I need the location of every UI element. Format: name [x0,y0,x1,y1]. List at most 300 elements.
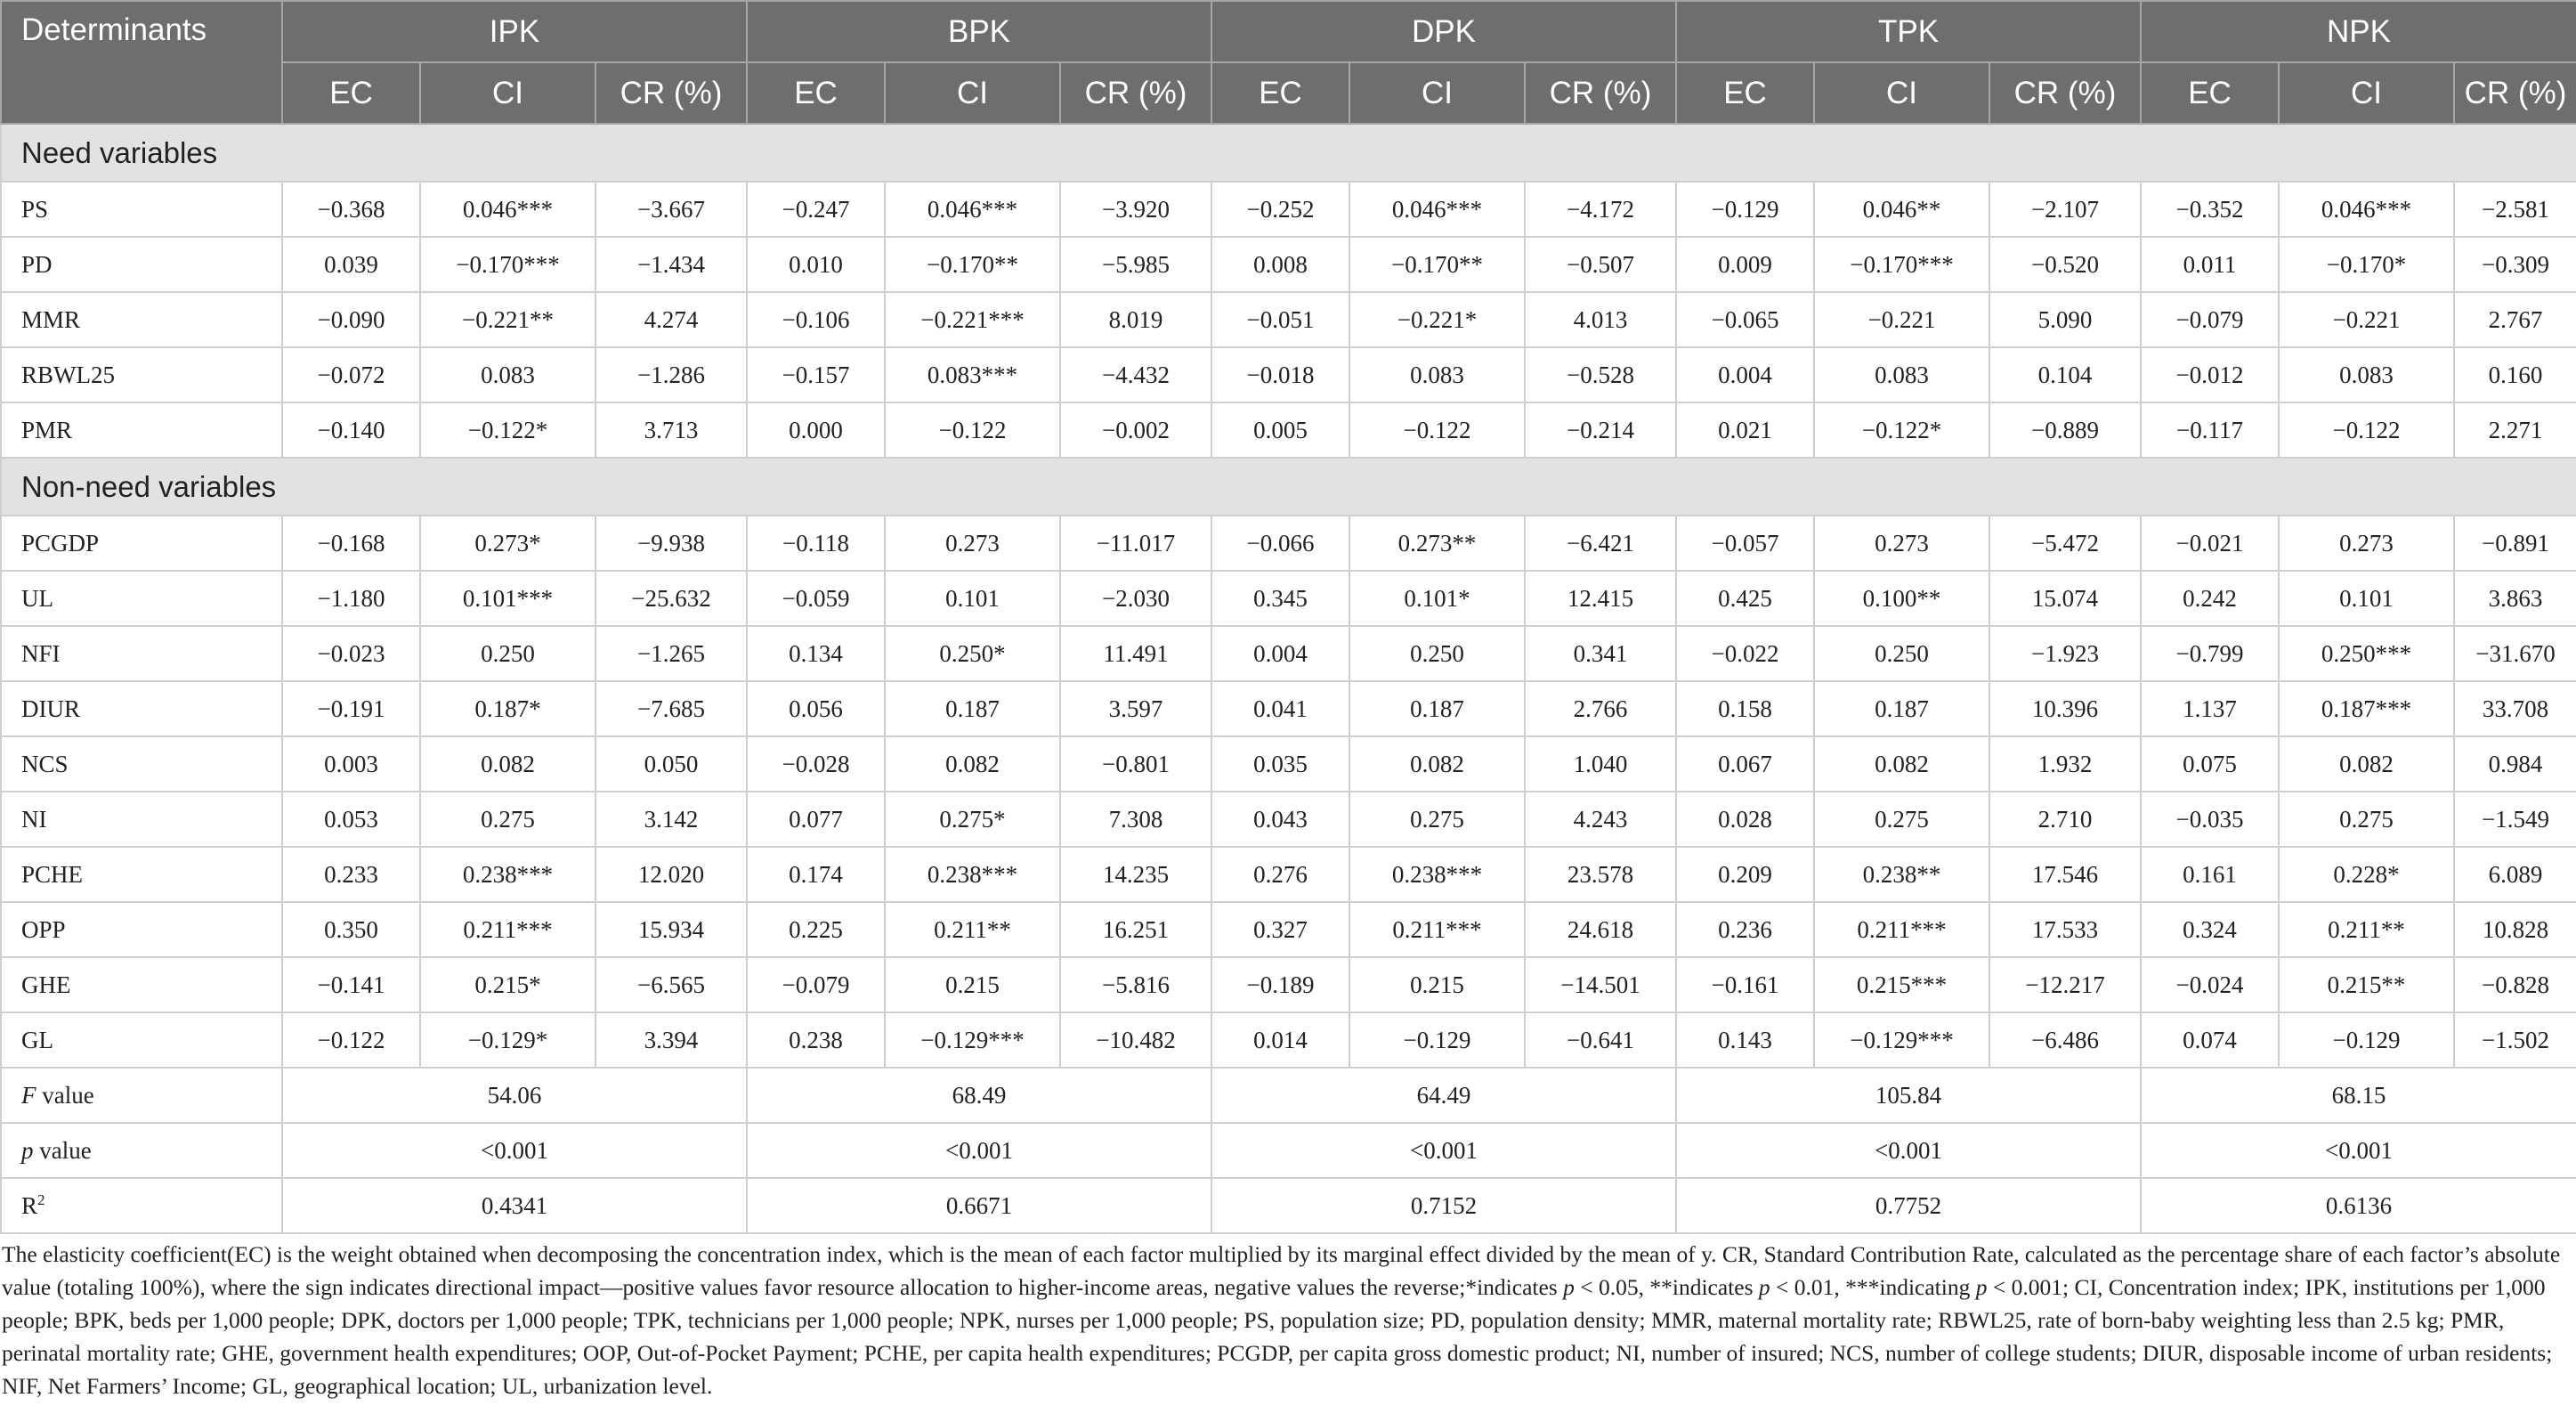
table-cell: −0.122* [1814,402,1989,458]
table-cell: −2.030 [1060,571,1211,626]
table-cell: 0.046*** [2279,182,2454,237]
table-cell: −0.368 [282,182,420,237]
table-cell: −0.051 [1211,292,1349,347]
subheader-ci: CI [1349,62,1525,124]
table-cell: −0.023 [282,626,420,681]
table-cell: 0.250 [420,626,595,681]
table-cell: −0.079 [2141,292,2279,347]
table-cell: 0.273 [885,516,1060,571]
table-cell: −0.022 [1676,626,1814,681]
row-label: DIUR [1,681,282,736]
subheader-cr: CR (%) [1989,62,2141,124]
table-row [1,237,2576,292]
table-cell: 0.275 [1349,792,1525,847]
stat-label [1,1123,282,1178]
table-cell: 0.174 [747,847,885,902]
group-header-tpk: TPK [1676,1,2141,62]
table-cell: −0.057 [1676,516,1814,571]
table-cell: −0.889 [1989,402,2141,458]
table-cell: −0.170** [1349,237,1525,292]
table-cell: 0.014 [1211,1012,1349,1068]
stat-row [1,1123,2576,1178]
table-cell: 0.082 [2279,736,2454,792]
table-cell: −0.528 [1525,347,1676,402]
stat-value: <0.001 [1211,1123,1676,1178]
table-cell: −0.170*** [420,237,595,292]
table-cell: 0.187*** [2279,681,2454,736]
table-cell: 0.187 [1349,681,1525,736]
table-cell: −6.486 [1989,1012,2141,1068]
table-cell: −0.090 [282,292,420,347]
table-cell: 0.074 [2141,1012,2279,1068]
table-cell: 17.533 [1989,902,2141,957]
determinants-header: Determinants [1,1,282,124]
table-cell: −0.072 [282,347,420,402]
table-cell: 15.074 [1989,571,2141,626]
table-cell: 0.275 [2279,792,2454,847]
table-cell: 0.187* [420,681,595,736]
table-cell: 4.243 [1525,792,1676,847]
table-cell: −6.421 [1525,516,1676,571]
table-header [1,1,2576,124]
stat-label [1,1178,282,1233]
table-row [1,792,2576,847]
table-cell: 0.021 [1676,402,1814,458]
section-title: Non-need variables [1,458,2576,516]
table-cell: 0.134 [747,626,885,681]
table-cell: −0.129 [1676,182,1814,237]
stat-label-text: value [36,1081,94,1109]
table-cell: −9.938 [595,516,747,571]
stat-value: 0.4341 [282,1178,747,1233]
table-cell: 0.143 [1676,1012,1814,1068]
subheader-cr: CR (%) [1060,62,1211,124]
table-cell: 0.011 [2141,237,2279,292]
table-cell: 0.211** [885,902,1060,957]
table-cell: 0.275 [420,792,595,847]
table-row [1,347,2576,402]
subheader-ci: CI [420,62,595,124]
table-cell: −0.352 [2141,182,2279,237]
table-cell: 0.003 [282,736,420,792]
stat-value: 105.84 [1676,1068,2141,1123]
footnote-p: p [1758,1274,1770,1300]
row-label: OPP [1,902,282,957]
table-cell: −4.432 [1060,347,1211,402]
subheader-ci: CI [2279,62,2454,124]
table-cell: −0.118 [747,516,885,571]
table-row [1,957,2576,1012]
stat-value: <0.001 [2141,1123,2576,1178]
stat-value: 0.6671 [747,1178,1211,1233]
table-cell: 0.046*** [885,182,1060,237]
row-label: MMR [1,292,282,347]
table-cell: 0.053 [282,792,420,847]
stat-value: 68.49 [747,1068,1211,1123]
table-cell: −0.161 [1676,957,1814,1012]
table-cell: −0.801 [1060,736,1211,792]
table-cell: −0.129 [1349,1012,1525,1068]
table-cell: 0.242 [2141,571,2279,626]
table-cell: −31.670 [2454,626,2576,681]
table-cell: −0.141 [282,957,420,1012]
table-cell: 2.271 [2454,402,2576,458]
table-cell: −0.309 [2454,237,2576,292]
section-title: Need variables [1,124,2576,182]
table-cell: 0.101* [1349,571,1525,626]
table-cell: 3.142 [595,792,747,847]
table-cell: 0.233 [282,847,420,902]
table-cell: −0.214 [1525,402,1676,458]
table-cell: 0.345 [1211,571,1349,626]
table-cell: 11.491 [1060,626,1211,681]
table-cell: −0.891 [2454,516,2576,571]
table-cell: 0.039 [282,237,420,292]
footnote-text: < 0.001; CI, Concentration index; IPK, institutions per 1,000 people; BPK, beds per 1,000 people; DPK, doctors per 1,000 people; TPK, technicians per 1,000 people; NPK, nurses per 1,000 people; PS, population size; PD, population density; MMR, maternal mortality rate; RBWL25, rate of born-baby weighting less than 2.5 kg; PMR, perinatal mortality rate; GHE, government health expenditures; OOP, Out-of-Pocket Payment; PCHE, per capita health expenditures; PCGDP, per capita gross domestic product; NI, number of insured; NCS, number of college students; DIUR, disposable income of urban residents; NIF, Net Farmers’ Income; GL, geographical location; UL, urbanization level. [2,1274,2553,1399]
table-cell: −1.265 [595,626,747,681]
table-cell: 2.766 [1525,681,1676,736]
table-cell: 0.056 [747,681,885,736]
stat-label [1,1068,282,1123]
table-cell: 0.211*** [420,902,595,957]
subheader-ec: EC [1211,62,1349,124]
table-cell: 0.100** [1814,571,1989,626]
table-cell: 0.050 [595,736,747,792]
table-cell: −0.221 [1814,292,1989,347]
table-cell: 3.713 [595,402,747,458]
table-cell: 0.083*** [885,347,1060,402]
table-cell: 0.035 [1211,736,1349,792]
table-cell: 0.041 [1211,681,1349,736]
table-cell: 0.046*** [420,182,595,237]
footnote-p: p [1975,1274,1988,1300]
table-cell: −6.565 [595,957,747,1012]
table-cell: −11.017 [1060,516,1211,571]
table-cell: 0.101 [2279,571,2454,626]
table-cell: −0.065 [1676,292,1814,347]
table-cell: 0.187 [885,681,1060,736]
subheader-ec: EC [747,62,885,124]
stat-label-symbol: R [21,1192,38,1219]
table-cell: 6.089 [2454,847,2576,902]
table-cell: 0.984 [2454,736,2576,792]
table-cell: −2.581 [2454,182,2576,237]
table-cell: −0.520 [1989,237,2141,292]
table-cell: 0.158 [1676,681,1814,736]
table-cell: 1.137 [2141,681,2279,736]
table-cell: 0.276 [1211,847,1349,902]
table-cell: −0.252 [1211,182,1349,237]
table-cell: −1.180 [282,571,420,626]
row-label: UL [1,571,282,626]
table-cell: −1.923 [1989,626,2141,681]
header-row-subcolumns [1,62,2576,124]
table-cell: 1.932 [1989,736,2141,792]
table-cell: 0.010 [747,237,885,292]
footnote-text: The elasticity coefficient(EC) is the weight obtained when decomposing the concentration index, which is the mean of each factor multiplied by its marginal effect divided by the mean of y. CR, Standard Contribution Rate, calculated as the percentage share of each factor’s absolute value (totaling 100%), where the sign indicates directional impact—positive values favor resource allocation to higher-income areas, negative values the reverse;*indicates [2,1241,2561,1300]
section-row [1,458,2576,516]
table-cell: 0.000 [747,402,885,458]
table-cell: −2.107 [1989,182,2141,237]
row-label: NCS [1,736,282,792]
table-cell: 0.238** [1814,847,1989,902]
subheader-cr: CR (%) [2454,62,2576,124]
table-footnote [0,1238,2565,1402]
table-cell: 4.274 [595,292,747,347]
table-row [1,902,2576,957]
table-row [1,182,2576,237]
table-cell: −14.501 [1525,957,1676,1012]
table-cell: −0.157 [747,347,885,402]
table-cell: 0.215 [885,957,1060,1012]
table-cell: −0.170* [2279,237,2454,292]
table-cell: −0.140 [282,402,420,458]
row-label: PD [1,237,282,292]
table-cell: 0.273 [1814,516,1989,571]
table-cell: −0.079 [747,957,885,1012]
table-cell: 0.211** [2279,902,2454,957]
table-cell: −0.018 [1211,347,1349,402]
table-cell: −0.035 [2141,792,2279,847]
table-cell: 0.082 [420,736,595,792]
table-cell: −0.799 [2141,626,2279,681]
stat-label-superscript: 2 [37,1191,45,1208]
group-header-npk: NPK [2141,1,2576,62]
table-cell: −0.024 [2141,957,2279,1012]
table-cell: 0.082 [1814,736,1989,792]
table-cell: 0.327 [1211,902,1349,957]
row-label: NI [1,792,282,847]
table-cell: −0.028 [747,736,885,792]
stat-value: <0.001 [282,1123,747,1178]
table-cell: 0.083 [1814,347,1989,402]
stat-value: 64.49 [1211,1068,1676,1123]
table-cell: −0.002 [1060,402,1211,458]
table-cell: −1.502 [2454,1012,2576,1068]
stat-value: 0.6136 [2141,1178,2576,1233]
row-label: GHE [1,957,282,1012]
table-cell: 5.090 [1989,292,2141,347]
row-label: PCGDP [1,516,282,571]
table-cell: −0.021 [2141,516,2279,571]
table-cell: 0.275 [1814,792,1989,847]
table-row [1,402,2576,458]
table-cell: 0.209 [1676,847,1814,902]
table-cell: −10.482 [1060,1012,1211,1068]
table-cell: −0.059 [747,571,885,626]
table-cell: −0.189 [1211,957,1349,1012]
table-cell: 3.394 [595,1012,747,1068]
stat-label-symbol: p [21,1136,34,1164]
table-cell: −1.549 [2454,792,2576,847]
table-cell: 0.077 [747,792,885,847]
table-cell: −0.170*** [1814,237,1989,292]
subheader-ci: CI [885,62,1060,124]
table-cell: 3.863 [2454,571,2576,626]
table-cell: 0.161 [2141,847,2279,902]
table-cell: −0.129* [420,1012,595,1068]
table-cell: 0.238*** [1349,847,1525,902]
table-row [1,516,2576,571]
table-cell: 0.101 [885,571,1060,626]
row-label: RBWL25 [1,347,282,402]
table-cell: 0.273* [420,516,595,571]
table-cell: −0.828 [2454,957,2576,1012]
group-header-ipk: IPK [282,1,747,62]
table-cell: −25.632 [595,571,747,626]
group-header-dpk: DPK [1211,1,1676,62]
stat-value: <0.001 [1676,1123,2141,1178]
table-cell: 0.005 [1211,402,1349,458]
row-label: PCHE [1,847,282,902]
row-label: PS [1,182,282,237]
table-cell: 0.225 [747,902,885,957]
subheader-ec: EC [282,62,420,124]
table-cell: −0.106 [747,292,885,347]
table-cell: 0.083 [2279,347,2454,402]
table-cell: 0.211*** [1349,902,1525,957]
table-cell: 0.215*** [1814,957,1989,1012]
table-cell: −0.012 [2141,347,2279,402]
table-cell: 24.618 [1525,902,1676,957]
table-cell: 0.104 [1989,347,2141,402]
table-cell: 3.597 [1060,681,1211,736]
table-cell: 14.235 [1060,847,1211,902]
table-cell: 23.578 [1525,847,1676,902]
subheader-cr: CR (%) [595,62,747,124]
table-cell: 0.324 [2141,902,2279,957]
stat-value: 0.7152 [1211,1178,1676,1233]
table-cell: 0.238*** [885,847,1060,902]
table-cell: 0.004 [1676,347,1814,402]
table-cell: −0.122 [2279,402,2454,458]
table-cell: −4.172 [1525,182,1676,237]
table-cell: −0.221*** [885,292,1060,347]
table-cell: −0.507 [1525,237,1676,292]
table-cell: 12.020 [595,847,747,902]
table-cell: 0.215* [420,957,595,1012]
table-cell: −0.247 [747,182,885,237]
table-cell: −0.122* [420,402,595,458]
table-cell: 0.350 [282,902,420,957]
stat-row [1,1178,2576,1233]
table-cell: −0.122 [885,402,1060,458]
table-cell: 0.008 [1211,237,1349,292]
table-cell: 0.250 [1814,626,1989,681]
table-cell: 2.710 [1989,792,2141,847]
table-cell: 0.067 [1676,736,1814,792]
table-cell: −0.170** [885,237,1060,292]
subheader-ec: EC [2141,62,2279,124]
stat-value: <0.001 [747,1123,1211,1178]
table-cell: −0.122 [1349,402,1525,458]
footnote-text: < 0.05, **indicates [1574,1274,1759,1300]
section-row [1,124,2576,182]
table-cell: 33.708 [2454,681,2576,736]
subheader-ci: CI [1814,62,1989,124]
table-row [1,847,2576,902]
table-cell: 0.250* [885,626,1060,681]
table-cell: 0.341 [1525,626,1676,681]
stat-row [1,1068,2576,1123]
table-cell: −5.472 [1989,516,2141,571]
table-cell: 0.273** [1349,516,1525,571]
subheader-ec: EC [1676,62,1814,124]
stat-label-text: value [33,1136,92,1164]
table-cell: 0.082 [1349,736,1525,792]
table-cell: 0.083 [1349,347,1525,402]
table-cell: −0.117 [2141,402,2279,458]
table-cell: 0.043 [1211,792,1349,847]
stat-value: 0.7752 [1676,1178,2141,1233]
table-cell: −0.168 [282,516,420,571]
row-label: PMR [1,402,282,458]
table-cell: −0.221 [2279,292,2454,347]
table-cell: 0.075 [2141,736,2279,792]
table-cell: 8.019 [1060,292,1211,347]
table-cell: 4.013 [1525,292,1676,347]
table-cell: 0.101*** [420,571,595,626]
table-cell: 0.238*** [420,847,595,902]
table-cell: 0.009 [1676,237,1814,292]
table-cell: 0.250*** [2279,626,2454,681]
table-cell: −0.129*** [885,1012,1060,1068]
stat-value: 68.15 [2141,1068,2576,1123]
table-cell: 17.546 [1989,847,2141,902]
table-cell: −0.641 [1525,1012,1676,1068]
table-cell: 0.028 [1676,792,1814,847]
stat-label-symbol: F [21,1081,36,1109]
table-cell: 0.215** [2279,957,2454,1012]
table-cell: 0.046** [1814,182,1989,237]
table-cell: −0.221** [420,292,595,347]
table-cell: 0.238 [747,1012,885,1068]
table-cell: 1.040 [1525,736,1676,792]
table-row [1,571,2576,626]
table-cell: −0.129*** [1814,1012,1989,1068]
table-cell: −0.129 [2279,1012,2454,1068]
table-cell: 0.004 [1211,626,1349,681]
table-cell: 0.228* [2279,847,2454,902]
table-cell: 0.275* [885,792,1060,847]
table-row [1,681,2576,736]
table-cell: 0.187 [1814,681,1989,736]
table-cell: −0.221* [1349,292,1525,347]
table-cell: −0.066 [1211,516,1349,571]
header-row-groups [1,1,2576,62]
table-cell: 7.308 [1060,792,1211,847]
table-cell: −3.920 [1060,182,1211,237]
table-cell: 12.415 [1525,571,1676,626]
table-cell: 0.082 [885,736,1060,792]
table-row [1,736,2576,792]
table-cell: 10.396 [1989,681,2141,736]
table-cell: 0.425 [1676,571,1814,626]
table-row [1,1012,2576,1068]
table-cell: 0.215 [1349,957,1525,1012]
table-cell: 0.236 [1676,902,1814,957]
table-cell: −1.434 [595,237,747,292]
table-body [1,124,2576,1233]
table-cell: 0.273 [2279,516,2454,571]
table-cell: 15.934 [595,902,747,957]
table-cell: 2.767 [2454,292,2576,347]
table-cell: −5.816 [1060,957,1211,1012]
footnote-p: p [1563,1274,1575,1300]
table-cell: −12.217 [1989,957,2141,1012]
subheader-cr: CR (%) [1525,62,1676,124]
table-cell: −7.685 [595,681,747,736]
